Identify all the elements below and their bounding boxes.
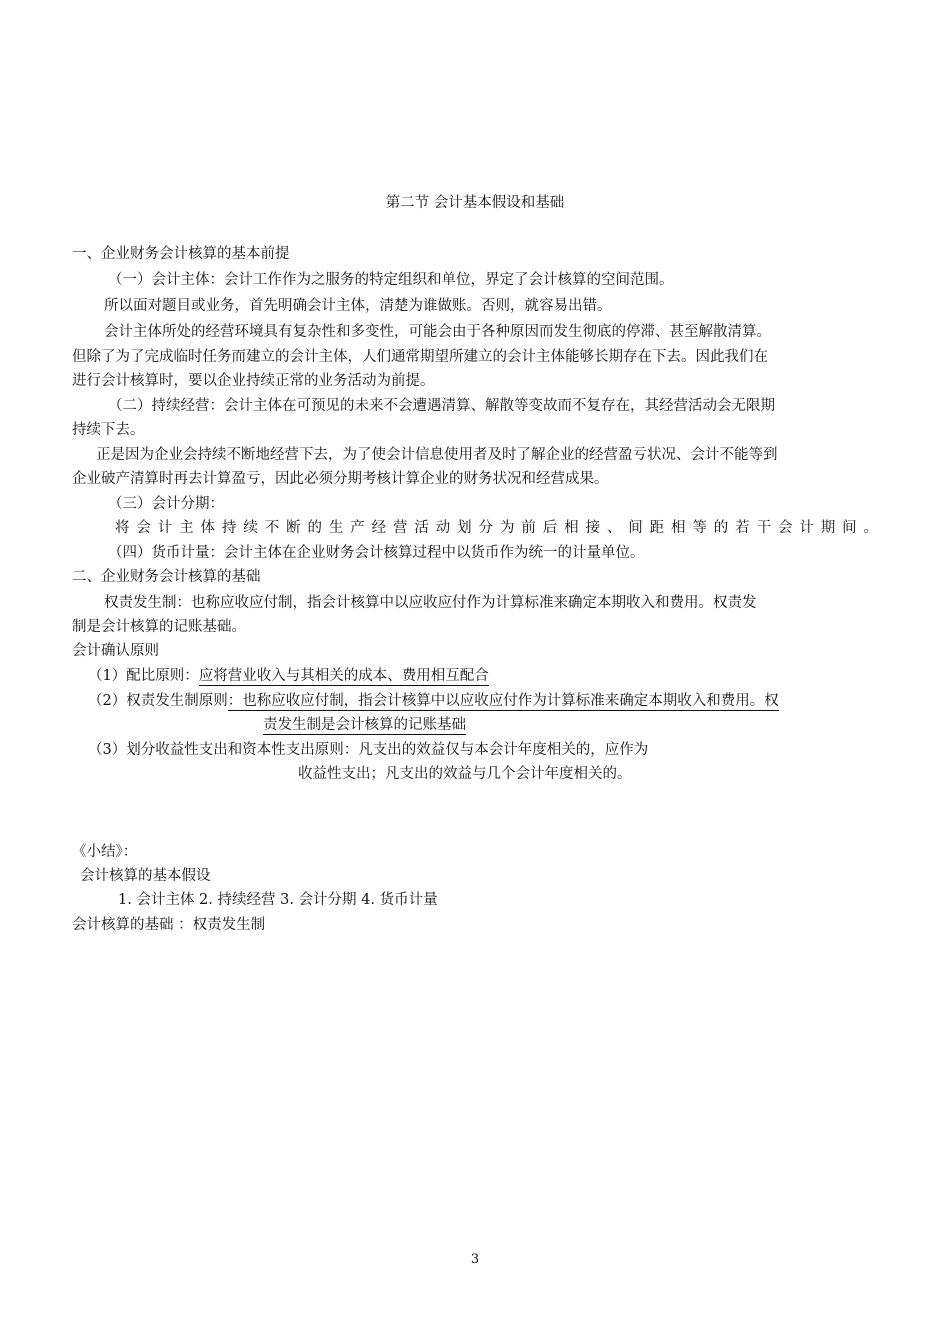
paragraph-accrual-basis-line2: 制是会计核算的记账基础。 [72,619,246,635]
paragraph-accrual-basis-line1: 权责发生制：也称应收应付制，指会计核算中以应收应付作为计算标准来确定本期收入和费用。权责发 [104,595,757,611]
principle-item-expenditure-line2: 收益性支出；凡支出的效益与几个会计年度相关的。 [298,766,632,782]
paragraph-environment-line2: 但除了为了完成临时任务而建立的会计主体，人们通常期望所建立的会计主体能够长期存在下去。因此我们在 [72,349,768,365]
principle-label: （1）配比原则： [88,668,199,684]
paragraph-periodicity-reason-line2: 企业破产清算时再去计算盈亏，因此必须分期考核计算企业的财务状况和经营成果。 [72,471,609,487]
paragraph-monetary-measurement: （四）货币计量：会计主体在企业财务会计核算过程中以货币作为统一的计量单位。 [108,545,645,561]
summary-assumptions-heading: 会计核算的基本假设 [80,868,211,884]
paragraph-going-concern-line2: 持续下去。 [72,422,145,438]
paragraph-accounting-period: （三）会计分期： [108,496,224,512]
principle-underlined-text: 应将营业收入与其相关的成本、费用相互配合 [198,668,489,684]
principle-underlined-text: ：也称应收应付制，指会计核算中以应收应付作为计算标准来确定本期收入和费用。权 [227,693,779,709]
paragraph-environment-line3: 进行会计核算时，要以企业持续正常的业务活动为前提。 [72,373,435,389]
summary-basis: 会计核算的基础 ：权责发生制 [72,917,266,933]
principle-underlined-text: 责发生制是会计核算的记账基础 [263,717,466,733]
principle-item-accrual [88,691,779,711]
principles-heading: 会计确认原则 [72,643,159,659]
principle-item-accrual-continued [263,715,466,735]
principle-item-expenditure-line1: （3）划分收益性支出和资本性支出原则：凡支出的效益仅与本会计年度相关的，应作为 [88,742,649,758]
principle-label: （2）权责发生制原则 [88,693,228,709]
paragraph-periodicity-reason-line1: 正是因为企业会持续不断地经营下去，为了使会计信息使用者及时了解企业的经营盈亏状况、会计不能等到 [96,447,778,463]
page-number: 3 [470,1252,480,1267]
paragraph-entity-note: 所以面对题目或业务，首先明确会计主体，清楚为谁做账。否则，就容易出错。 [104,298,612,314]
section-heading-2: 二、企业财务会计核算的基础 [72,569,261,585]
summary-heading: 《小结》： [72,844,138,860]
summary-assumptions-list: 1. 会计主体 2. 持续经营 3. 会计分期 4. 货币计量 [118,892,438,908]
page-title: 第二节 会计基本假设和基础 [385,195,565,211]
principle-item-matching [88,666,489,686]
paragraph-accounting-entity: （一）会计主体：会计工作作为之服务的特定组织和单位，界定了会计核算的空间范围。 [108,272,674,288]
section-heading-1: 一、企业财务会计核算的基本前提 [72,246,290,262]
paragraph-accounting-period-definition: 将会计主体持续不断的生产经营活动划分为前后相接、间距相等的若干会计期间。 [115,520,878,536]
paragraph-environment-line1: 会计主体所处的经营环境具有复杂性和多变性，可能会由于各种原因而发生彻底的停滞、甚至解散清算。 [104,324,771,340]
paragraph-going-concern-line1: （二）持续经营：会计主体在可预见的未来不会遭遇清算、解散等变故而不复存在，其经营活动会无限期 [108,398,775,414]
